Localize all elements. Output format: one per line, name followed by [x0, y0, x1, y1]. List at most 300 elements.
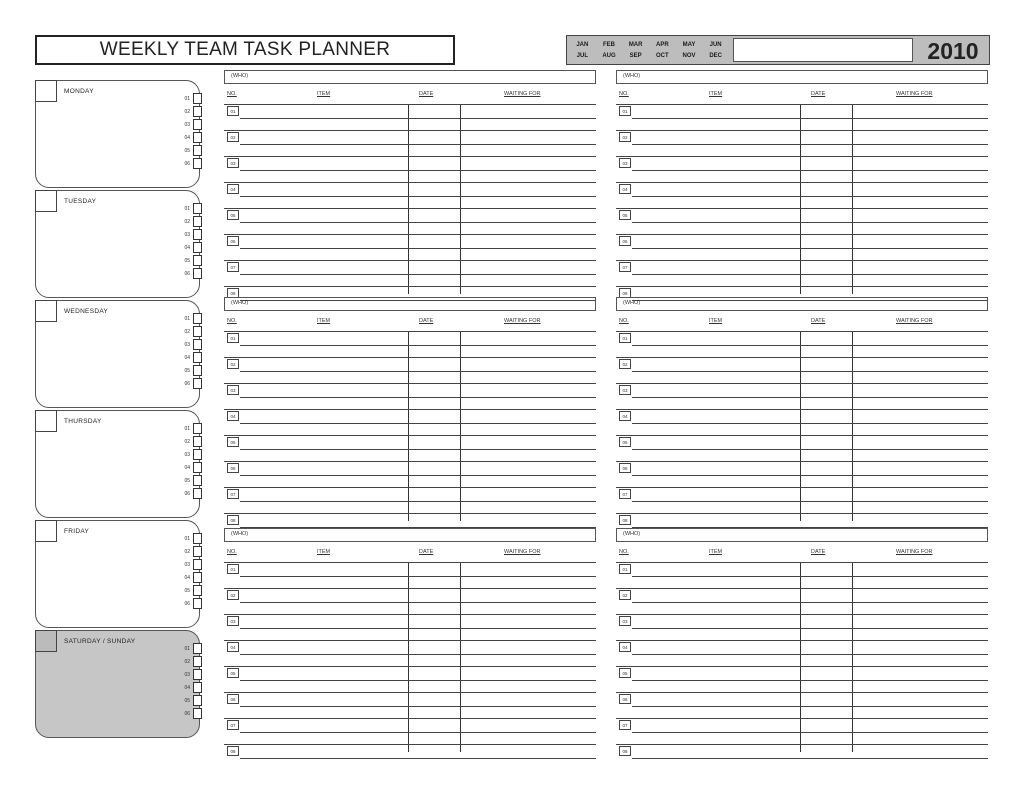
row-rule: [240, 475, 596, 476]
table-row[interactable]: [224, 666, 596, 676]
row-rule: [240, 118, 596, 119]
slot-number: 06: [184, 490, 190, 497]
table-row[interactable]: [224, 208, 596, 218]
row-rule: [632, 170, 988, 171]
slot-checkbox[interactable]: [193, 378, 202, 389]
row-number: 03: [619, 616, 631, 626]
row-rule: [632, 248, 988, 249]
row-number: 07: [619, 720, 631, 730]
row-rule: [240, 602, 596, 603]
table-row[interactable]: [224, 104, 596, 114]
column-header-waiting-for: WAITING FOR: [896, 318, 933, 324]
column-header-date: DATE: [419, 549, 434, 555]
column-header-no: NO.: [619, 318, 629, 324]
column-header-no: NO.: [619, 549, 629, 555]
who-label: (WHO): [623, 531, 641, 537]
table-row[interactable]: [616, 666, 988, 676]
row-number: 05: [227, 668, 239, 678]
row-rule: [632, 501, 988, 502]
table-row[interactable]: [616, 260, 988, 270]
slot-number: 04: [184, 464, 190, 471]
table-row[interactable]: [616, 487, 988, 497]
table-row[interactable]: [224, 260, 596, 270]
slot-number: 06: [184, 380, 190, 387]
row-number: 01: [619, 333, 631, 343]
row-number: 03: [227, 385, 239, 395]
month-selector: [570, 40, 728, 62]
day-box-wednesday: [35, 300, 200, 408]
row-number: 08: [619, 746, 631, 756]
row-number: 07: [619, 262, 631, 272]
week-input-field[interactable]: [733, 38, 913, 62]
page-title: WEEKLY TEAM TASK PLANNER: [35, 35, 455, 65]
table-row[interactable]: [224, 461, 596, 471]
row-number: 02: [227, 359, 239, 369]
row-rule: [632, 706, 988, 707]
row-number: 03: [227, 158, 239, 168]
row-rule: [240, 423, 596, 424]
row-rule: [240, 222, 596, 223]
row-rule: [632, 449, 988, 450]
row-number: 06: [619, 694, 631, 704]
row-rule: [240, 345, 596, 346]
table-row[interactable]: [616, 331, 988, 341]
slot-checkbox[interactable]: [193, 216, 202, 227]
day-box-saturday-sunday: [35, 630, 200, 738]
table-row[interactable]: [224, 562, 596, 572]
table-row[interactable]: [224, 156, 596, 166]
row-rule: [632, 758, 988, 759]
slot-checkbox[interactable]: [193, 313, 202, 324]
row-number: 05: [227, 210, 239, 220]
table-row[interactable]: [616, 286, 988, 296]
day-checkbox[interactable]: [35, 80, 57, 102]
table-row[interactable]: [616, 718, 988, 728]
table-row[interactable]: [224, 383, 596, 393]
slot-number: 04: [184, 244, 190, 251]
who-label: (WHO): [623, 73, 641, 79]
who-field[interactable]: [224, 70, 596, 84]
row-number: 04: [227, 411, 239, 421]
row-number: 07: [619, 489, 631, 499]
column-header-date: DATE: [811, 318, 826, 324]
column-header-date: DATE: [811, 549, 826, 555]
slot-checkbox[interactable]: [193, 352, 202, 363]
slot-checkbox[interactable]: [193, 572, 202, 583]
slot-number: 06: [184, 600, 190, 607]
table-row[interactable]: [224, 357, 596, 367]
row-rule: [240, 576, 596, 577]
slot-checkbox[interactable]: [193, 682, 202, 693]
table-row[interactable]: [616, 409, 988, 419]
row-number: 06: [619, 236, 631, 246]
row-rule: [632, 475, 988, 476]
slot-number: 05: [184, 477, 190, 484]
row-rule: [240, 196, 596, 197]
task-table: [224, 70, 596, 298]
month-option[interactable]: FEB: [602, 42, 615, 48]
month-option[interactable]: JAN: [576, 42, 589, 48]
row-rule: [632, 222, 988, 223]
slot-checkbox[interactable]: [193, 585, 202, 596]
slot-checkbox[interactable]: [193, 656, 202, 667]
row-rule: [240, 170, 596, 171]
month-option[interactable]: JUN: [709, 42, 722, 48]
year-label: 2010: [927, 38, 979, 64]
row-number: 06: [227, 694, 239, 704]
row-number: 07: [227, 262, 239, 272]
column-divider: [460, 331, 461, 521]
row-number: 04: [619, 184, 631, 194]
row-rule: [632, 196, 988, 197]
row-number: 06: [619, 463, 631, 473]
slot-number: 04: [184, 574, 190, 581]
slot-number: 03: [184, 121, 190, 128]
table-row[interactable]: [224, 588, 596, 598]
slot-checkbox[interactable]: [193, 598, 202, 609]
row-number: 01: [227, 333, 239, 343]
row-number: 05: [619, 668, 631, 678]
row-rule: [240, 732, 596, 733]
table-row[interactable]: [616, 208, 988, 218]
column-header-no: NO.: [227, 549, 237, 555]
slot-checkbox[interactable]: [193, 365, 202, 376]
slot-number: 01: [184, 205, 190, 212]
column-divider: [408, 104, 409, 294]
slot-checkbox[interactable]: [193, 106, 202, 117]
slot-checkbox[interactable]: [193, 559, 202, 570]
who-label: (WHO): [623, 300, 641, 306]
month-option[interactable]: AUG: [602, 53, 616, 59]
row-number: 05: [619, 210, 631, 220]
row-number: 05: [619, 437, 631, 447]
slot-number: 02: [184, 438, 190, 445]
table-row[interactable]: [224, 286, 596, 296]
table-row[interactable]: [616, 435, 988, 445]
slot-checkbox[interactable]: [193, 229, 202, 240]
column-header-waiting-for: WAITING FOR: [504, 91, 541, 97]
table-row[interactable]: [616, 182, 988, 192]
column-divider: [460, 104, 461, 294]
slot-checkbox[interactable]: [193, 533, 202, 544]
slot-checkbox[interactable]: [193, 339, 202, 350]
table-row[interactable]: [224, 182, 596, 192]
slot-number: 03: [184, 341, 190, 348]
row-number: 08: [619, 288, 631, 298]
month-option[interactable]: OCT: [655, 53, 669, 59]
slot-checkbox[interactable]: [193, 423, 202, 434]
who-field[interactable]: [616, 528, 988, 542]
day-checkbox[interactable]: [35, 410, 57, 432]
slot-checkbox[interactable]: [193, 695, 202, 706]
table-row[interactable]: [616, 461, 988, 471]
row-rule: [632, 602, 988, 603]
month-option[interactable]: DEC: [709, 53, 722, 59]
slot-number: 05: [184, 587, 190, 594]
column-divider: [800, 562, 801, 752]
table-row[interactable]: [224, 718, 596, 728]
column-header-item: ITEM: [709, 91, 723, 97]
task-table: [616, 297, 988, 525]
row-rule: [632, 576, 988, 577]
who-label: (WHO): [231, 300, 249, 306]
row-rule: [240, 654, 596, 655]
row-number: 01: [619, 564, 631, 574]
row-number: 01: [227, 564, 239, 574]
row-rule: [240, 628, 596, 629]
column-header-date: DATE: [811, 91, 826, 97]
who-field[interactable]: [224, 528, 596, 542]
table-row[interactable]: [616, 156, 988, 166]
slot-checkbox[interactable]: [193, 203, 202, 214]
slot-number: 02: [184, 108, 190, 115]
day-label: FRIDAY: [64, 528, 90, 535]
task-table: [224, 528, 596, 756]
slot-number: 01: [184, 425, 190, 432]
slot-number: 04: [184, 134, 190, 141]
row-number: 04: [227, 184, 239, 194]
column-divider: [800, 331, 801, 521]
who-field[interactable]: [224, 297, 596, 311]
row-rule: [240, 371, 596, 372]
slot-checkbox[interactable]: [193, 488, 202, 499]
table-row[interactable]: [616, 104, 988, 114]
row-rule: [632, 628, 988, 629]
table-row[interactable]: [616, 614, 988, 624]
slot-number: 05: [184, 257, 190, 264]
column-header-waiting-for: WAITING FOR: [896, 549, 933, 555]
column-header-waiting-for: WAITING FOR: [504, 549, 541, 555]
column-header-date: DATE: [419, 318, 434, 324]
slot-checkbox[interactable]: [193, 462, 202, 473]
row-rule: [632, 274, 988, 275]
task-table: [224, 297, 596, 525]
slot-number: 04: [184, 684, 190, 691]
slot-number: 02: [184, 218, 190, 225]
slot-number: 02: [184, 548, 190, 555]
slot-checkbox[interactable]: [193, 436, 202, 447]
table-row[interactable]: [616, 130, 988, 140]
slot-checkbox[interactable]: [193, 268, 202, 279]
day-checkbox[interactable]: [35, 520, 57, 542]
slot-checkbox[interactable]: [193, 669, 202, 680]
row-rule: [632, 144, 988, 145]
row-rule: [240, 449, 596, 450]
slot-number: 01: [184, 315, 190, 322]
day-checkbox[interactable]: [35, 300, 57, 322]
slot-number: 05: [184, 147, 190, 154]
row-rule: [632, 423, 988, 424]
slot-checkbox[interactable]: [193, 449, 202, 460]
slot-number: 02: [184, 328, 190, 335]
day-box-monday: [35, 80, 200, 188]
who-label: (WHO): [231, 73, 249, 79]
slot-number: 06: [184, 160, 190, 167]
table-row[interactable]: [224, 513, 596, 523]
column-divider: [800, 104, 801, 294]
slot-number: 01: [184, 645, 190, 652]
slot-number: 01: [184, 95, 190, 102]
table-row[interactable]: [224, 409, 596, 419]
month-option[interactable]: MAY: [682, 42, 696, 48]
row-rule: [240, 397, 596, 398]
slot-number: 06: [184, 270, 190, 277]
table-row[interactable]: [224, 487, 596, 497]
day-label: MONDAY: [64, 88, 94, 95]
day-label: WEDNESDAY: [64, 308, 109, 315]
slot-checkbox[interactable]: [193, 158, 202, 169]
row-rule: [632, 654, 988, 655]
slot-number: 02: [184, 658, 190, 665]
column-header-waiting-for: WAITING FOR: [504, 318, 541, 324]
slot-checkbox[interactable]: [193, 119, 202, 130]
row-number: 08: [227, 515, 239, 525]
table-row[interactable]: [616, 513, 988, 523]
row-rule: [632, 118, 988, 119]
row-number: 08: [619, 515, 631, 525]
column-header-no: NO.: [227, 91, 237, 97]
row-number: 04: [619, 642, 631, 652]
slot-number: 04: [184, 354, 190, 361]
row-number: 08: [227, 288, 239, 298]
row-rule: [240, 758, 596, 759]
column-header-date: DATE: [419, 91, 434, 97]
slot-number: 03: [184, 231, 190, 238]
day-box-thursday: [35, 410, 200, 518]
row-number: 02: [227, 590, 239, 600]
month-option[interactable]: APR: [655, 42, 669, 48]
row-rule: [632, 371, 988, 372]
task-table: [616, 528, 988, 756]
row-rule: [240, 248, 596, 249]
column-header-item: ITEM: [709, 318, 723, 324]
day-label: THURSDAY: [64, 418, 102, 425]
day-box-tuesday: [35, 190, 200, 298]
table-row[interactable]: [616, 744, 988, 754]
column-header-no: NO.: [619, 91, 629, 97]
row-number: 08: [227, 746, 239, 756]
column-header-no: NO.: [227, 318, 237, 324]
column-header-item: ITEM: [317, 318, 331, 324]
slot-checkbox[interactable]: [193, 546, 202, 557]
slot-checkbox[interactable]: [193, 643, 202, 654]
row-number: 05: [227, 437, 239, 447]
table-row[interactable]: [224, 331, 596, 341]
row-number: 02: [619, 359, 631, 369]
row-rule: [240, 706, 596, 707]
day-label: TUESDAY: [64, 198, 97, 205]
row-number: 02: [619, 132, 631, 142]
row-number: 06: [227, 236, 239, 246]
slot-number: 03: [184, 451, 190, 458]
table-row[interactable]: [616, 357, 988, 367]
row-rule: [240, 680, 596, 681]
slot-number: 01: [184, 535, 190, 542]
row-number: 02: [619, 590, 631, 600]
row-rule: [632, 680, 988, 681]
row-rule: [240, 501, 596, 502]
row-rule: [240, 274, 596, 275]
slot-checkbox[interactable]: [193, 326, 202, 337]
slot-number: 05: [184, 697, 190, 704]
slot-checkbox[interactable]: [193, 475, 202, 486]
slot-checkbox[interactable]: [193, 132, 202, 143]
row-rule: [632, 732, 988, 733]
day-box-friday: [35, 520, 200, 628]
table-row[interactable]: [224, 692, 596, 702]
slot-number: 06: [184, 710, 190, 717]
table-row[interactable]: [616, 234, 988, 244]
table-row[interactable]: [224, 640, 596, 650]
row-number: 04: [619, 411, 631, 421]
row-rule: [632, 345, 988, 346]
table-row[interactable]: [616, 588, 988, 598]
slot-checkbox[interactable]: [193, 145, 202, 156]
month-option[interactable]: SEP: [629, 53, 642, 59]
table-row[interactable]: [616, 640, 988, 650]
day-checkbox[interactable]: [35, 190, 57, 212]
slot-checkbox[interactable]: [193, 708, 202, 719]
column-divider: [408, 331, 409, 521]
month-option[interactable]: NOV: [682, 53, 696, 59]
table-row[interactable]: [616, 562, 988, 572]
row-number: 01: [619, 106, 631, 116]
slot-checkbox[interactable]: [193, 255, 202, 266]
row-number: 03: [619, 158, 631, 168]
row-number: 03: [619, 385, 631, 395]
table-row[interactable]: [224, 614, 596, 624]
row-number: 02: [227, 132, 239, 142]
row-number: 07: [227, 489, 239, 499]
table-row[interactable]: [616, 692, 988, 702]
row-number: 07: [227, 720, 239, 730]
who-field[interactable]: [616, 70, 988, 84]
table-row[interactable]: [224, 744, 596, 754]
table-row[interactable]: [224, 435, 596, 445]
slot-checkbox[interactable]: [193, 242, 202, 253]
slot-number: 03: [184, 561, 190, 568]
day-checkbox[interactable]: [35, 630, 57, 652]
row-number: 03: [227, 616, 239, 626]
column-divider: [852, 104, 853, 294]
column-header-item: ITEM: [317, 91, 331, 97]
who-field[interactable]: [616, 297, 988, 311]
column-header-waiting-for: WAITING FOR: [896, 91, 933, 97]
row-number: 06: [227, 463, 239, 473]
table-row[interactable]: [224, 234, 596, 244]
month-option[interactable]: JUL: [576, 53, 588, 59]
slot-checkbox[interactable]: [193, 93, 202, 104]
column-header-item: ITEM: [709, 549, 723, 555]
who-label: (WHO): [231, 531, 249, 537]
row-rule: [632, 397, 988, 398]
row-rule: [240, 144, 596, 145]
slot-number: 03: [184, 671, 190, 678]
month-option[interactable]: MAR: [628, 42, 643, 48]
table-row[interactable]: [616, 383, 988, 393]
task-table: [616, 70, 988, 298]
column-divider: [852, 331, 853, 521]
row-number: 04: [227, 642, 239, 652]
column-divider: [852, 562, 853, 752]
column-divider: [460, 562, 461, 752]
row-number: 01: [227, 106, 239, 116]
column-divider: [408, 562, 409, 752]
slot-number: 05: [184, 367, 190, 374]
day-label: SATURDAY / SUNDAY: [64, 638, 136, 645]
table-row[interactable]: [224, 130, 596, 140]
column-header-item: ITEM: [317, 549, 331, 555]
